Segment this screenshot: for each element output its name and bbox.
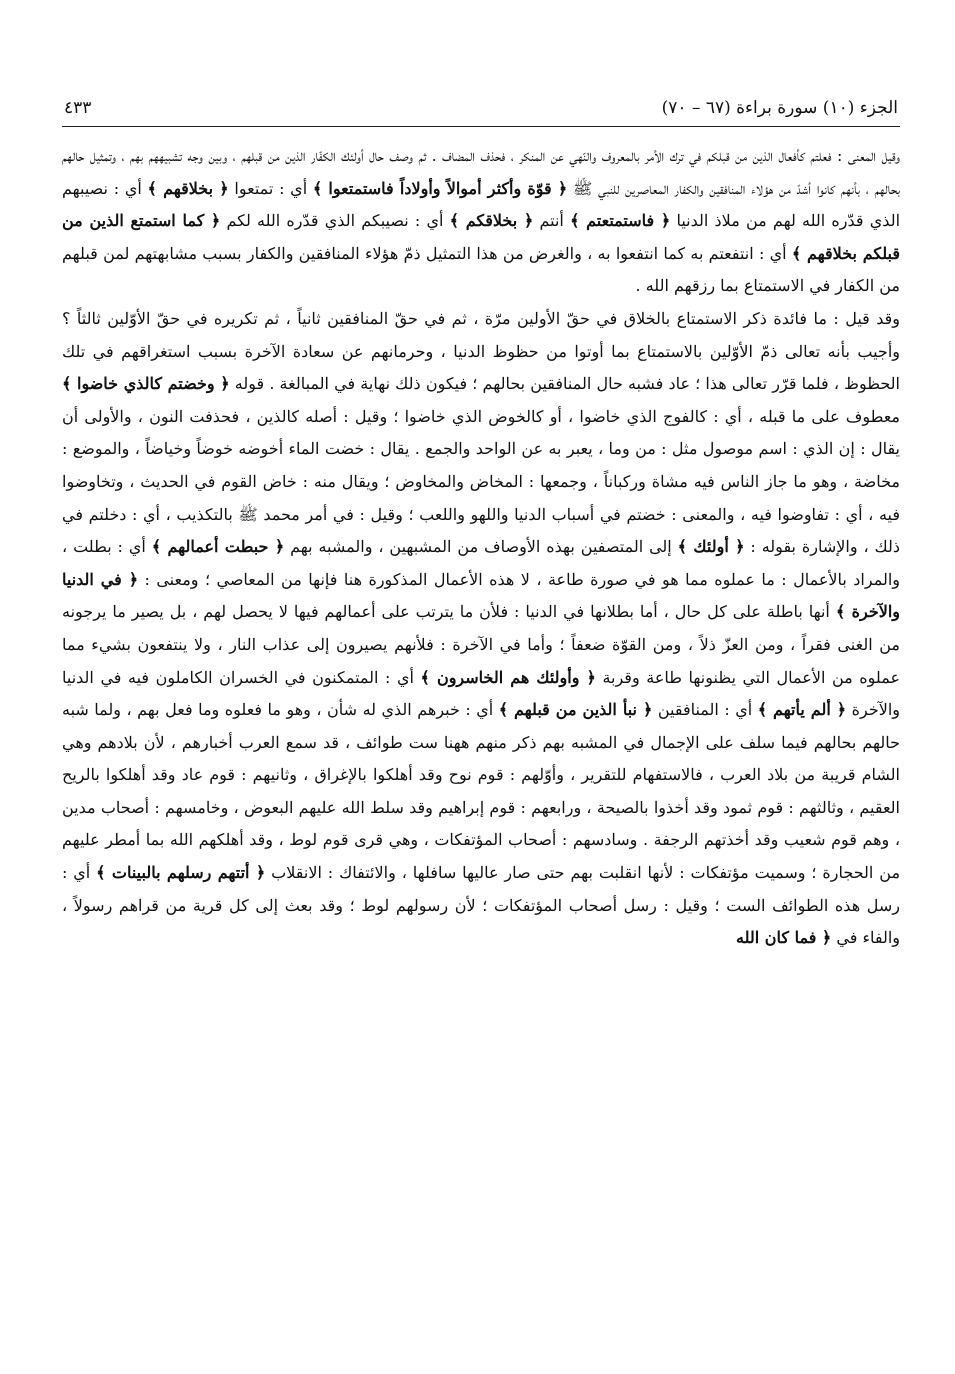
quran-quote: ﴿ وأولئك هم الخاسرون ﴾ [420,667,596,687]
text-segment: أنتم [533,211,571,231]
text-segment: أي : نصيبكم الذي قدّره الله لكم [220,211,450,231]
body-text [62,140,900,1300]
quran-quote: ﴿ كما استمتع الذين من قبلكم بخلاقهم ﴾ [62,211,900,263]
quran-quote: ﴿ ألم يأتهم ﴾ [757,700,847,720]
quran-quote: ﴿ فاستمتعتم ﴾ [570,211,671,231]
page-number: ٤٣٣ [64,98,92,118]
text-segment: أي : خبرهم الذي له شأن ، وهو ما فعلوه وما فعل بهم ، ولما شبه حالهم بحالهم فيما سلف على الإجمال في المشبه بهم ذكر منهم ههنا ست طوائف ، قد سمع العرب أخبارهم ، لأن بلادهم وهي الشام قريبة من بلاد العرب ، فالاستفهام للتقرير ، وأوّلهم : قوم نوح وقد أهلكوا بالإغراق ، وثانيهم : قوم عاد وقد أهلكوا بالريح العقيم ، وثالثهم : قوم ثمود وقد أخذوا بالصيحة ، ورابعهم : قوم إبراهيم وقد سلط الله عليهم البعوض ، وخامسهم : أصحاب مدين ، وهم قوم شعيب وقد أخذتهم الرجفة . وسادسهم : أصحاب المؤتفكات ، وهي قرى قوم لوط ، وقد أهلكهم الله بما أمطر عليهم من الحجارة ؛ وسميت مؤتفكات : لأنها انقلبت بهم حتى صار عاليها سافلها ، والائتفاك : الانقلاب [62,700,900,883]
text-segment: وقيل المعنى : فعلتم كأفعال الذين من قبلكم في ترك الأمر بالمعروف والنّهي عن المنكر ، فحذف المضاف . ثم وصف حال أولئك الكفّار الذين من قبلهم ، وبين وجه تشبيههم بهم ، وتمثيل حالهم بحالهم ، بأنهم كانوا أشدّ من هؤلاء المنافقين والكفار المعاصرين للنبي ﷺ [62,146,900,198]
text-segment: معطوف على ما قبله ، أي : كالفوج الذي خاضوا ، أو كالخوض الذي خاضوا ؛ وقيل : أصله كالذين ، فحذفت النون ، والأولى أن يقال : إن الذي : اسم موصول مثل : من وما ، يعبر به عن الواحد والجمع . يقال : خضت الماء أخوضه خوضاً وخياضاً ، والموضع : مخاضة ، وهو ما جاز الناس فيه مشاة وركباناً ، وجمعها : المخاض والمخاوض ؛ ويقال منه : خاض القوم في الحديث ، وتخاوضوا فيه ، أي : تفاوضوا فيه ، والمعنى : خضتم في أسباب الدنيا واللهو واللعب ؛ وقيل : في أمر محمد ﷺ بالتكذيب ، أي : دخلتم في ذلك ، والإشارة بقوله : [62,406,900,557]
text-segment: أي : المتمكنون في الخسران الكاملون فيه في الدنيا والآخرة [62,667,900,720]
text-segment: وقد قيل : ما فائدة ذكر الاستمتاع بالخلاق في حقّ الأولين مرّة ، ثم في حقّ المنافقين ثانياً ، ثم تكريره في حقّ الأوّلين ثالثاً ؟ وأجيب بأنه تعالى ذمّ الأوّلين بالاستمتاع بما أوتوا من حظوظ الدنيا ، وحرمانهم عن سعادة الآخرة بسبب استغراقهم في تلك الحظوظ ، فلما قرّر تعالى هذا ؛ عاد فشبه حال المنافقين بحالهم ؛ فيكون ذلك نهاية في المبالغة . قوله [62,308,900,394]
page-header [62,92,900,127]
quran-quote: ﴿ أتتهم رسلهم بالبينات ﴾ [96,863,266,883]
book-page [62,92,900,1312]
running-head: الجزء (١٠) سورة براءة (٦٧ – ٧٠) [661,98,898,118]
quran-quote: ﴿ حبطت أعمالهم ﴾ [151,537,285,557]
text-segment: أنها باطلة على كل حال ، أما بطلانها في الدنيا : فلأن ما يترتب على أعمالهم فيها لا يحصل لهم ، بل يصير ما يرجونه من الغنى فقراً ، ومن العزّ ذلاً ، ومن القوّة ضعفاً ؛ وأما في الآخرة : فلأنهم يصيرون إلى عذاب النار ، ولا ينتفعون بشيء مما عملوه من الأعمال التي يظنونها طاعة وقربة [62,602,900,687]
quran-quote: ﴿ بخلاقكم ﴾ [449,211,534,231]
quran-quote: ﴿ في الدنيا والآخرة ﴾ [62,569,900,622]
quran-quote: ﴿ قوّة وأكثر أموالاً وأولاداً فاستمتعوا ﴾ [312,178,568,198]
quran-quote: ﴿ فما كان الله [736,928,832,948]
text-segment: إلى المتصفين بهذه الأوصاف من المشبهين ، والمشبه بهم [284,537,678,557]
quran-quote: ﴿ وخضتم كالذي خاضوا ﴾ [62,374,230,394]
text-segment: أي : المنافقين [652,700,758,720]
quran-quote: ﴿ نبأ الذين من قبلهم ﴾ [498,700,653,720]
quran-quote: ﴿ بخلاقهم ﴾ [147,178,229,198]
text-segment: أي : بطلت ، والمراد بالأعمال : ما عملوه مما هو في صورة طاعة ، لا هذه الأعمال المذكورة هنا فإنها من المعاصي ؛ ومعنى : [62,537,900,589]
text-segment: أي : انتفعتم به كما انتفعوا به ، والغرض من هذا التمثيل ذمّ هؤلاء المنافقين والكفار بسبب مشابهتهم لمن قبلهم من الكفار في الاستمتاع بما رزقهم الله . [62,243,900,296]
text-segment: أي : تمتعوا [228,178,313,198]
paragraph [62,140,900,303]
text-segment: أي : نصيبهم الذي قدّره الله لهم من ملاذ الدنيا [62,178,900,231]
text-segment: أي : رسل هذه الطوائف الست ؛ وقيل : رسل أصحاب المؤتفكات ؛ لأن رسولهم لوط ؛ وقد بعث إلى كل قرية من قراهم رسولاً ، والفاء في [62,863,900,948]
quran-quote: ﴿ أولئك ﴾ [677,537,745,557]
paragraph [62,303,900,955]
